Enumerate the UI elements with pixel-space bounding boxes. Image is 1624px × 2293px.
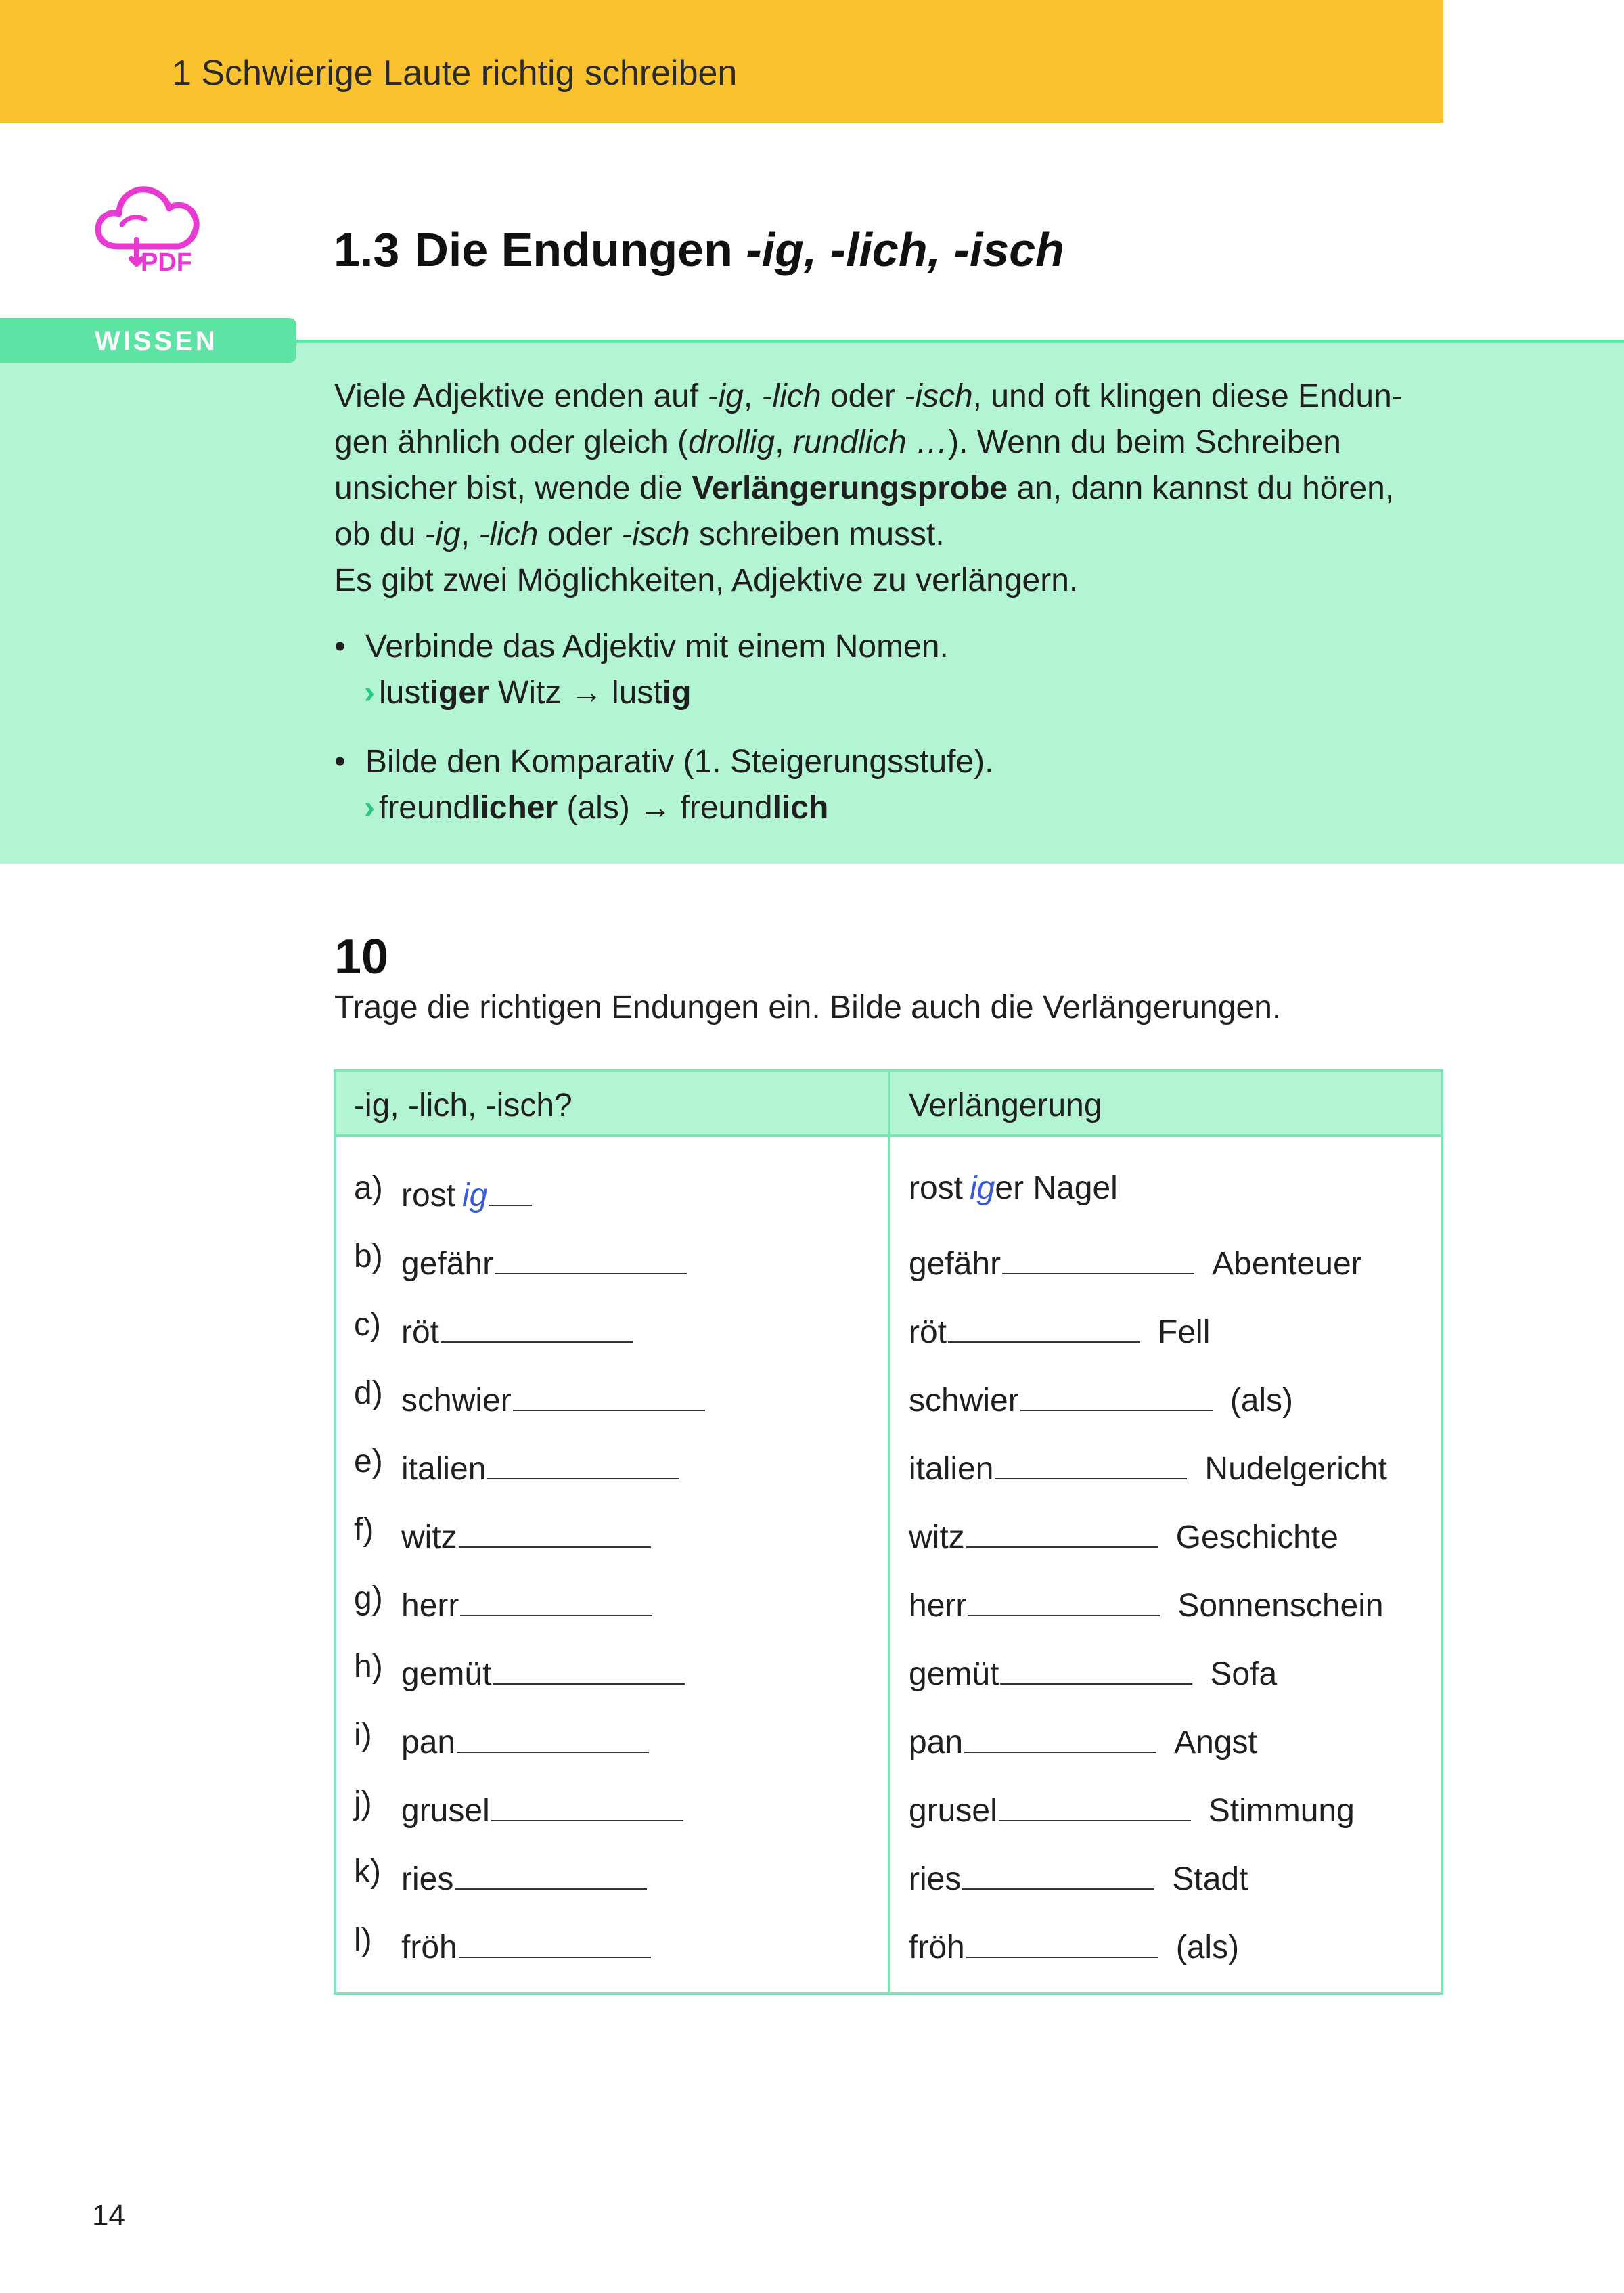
text-run: ). Wenn du beim Schreiben [948,424,1341,460]
arrow-right-icon: → [639,790,672,826]
answer-blank[interactable] [491,1787,683,1821]
key-term: Verlängerungsprobe [692,470,1008,506]
answer-blank[interactable] [513,1377,705,1411]
section-title-endings: -ig, -lich, -isch [746,223,1064,276]
word-stem: ries [401,1861,454,1897]
extension-cell [909,1172,1118,1205]
page-number: 14 [92,2199,125,2232]
extension-noun: Geschichte [1175,1519,1338,1555]
cloud-pdf-icon[interactable] [92,177,206,279]
answer-blank[interactable] [460,1582,652,1616]
chevron-right-icon: › [364,790,375,826]
word-stem: witz [401,1519,457,1555]
extension-tail: er Nagel [995,1170,1118,1206]
extension-cell [909,1446,1387,1486]
word-cell [401,1924,651,1964]
answer-blank[interactable] [495,1241,687,1274]
answer-underline [489,1172,532,1206]
word-stem: gemüt [401,1656,492,1692]
extension-cell [909,1241,1362,1281]
text-run: , [775,424,793,460]
wissen-bullet-1 [334,624,949,670]
extension-cell [909,1856,1248,1896]
row-label: l) [354,1922,372,1958]
word-stem: herr [401,1588,459,1624]
bullet-text: Verbinde das Adjektiv mit einem Nomen. [365,629,949,665]
word-stem: italien [401,1451,487,1487]
chapter-title: 1 Schwierige Laute richtig schreiben [172,53,738,93]
word-cell [401,1377,705,1417]
bullet-dot: • [334,744,346,780]
example-word: drollig [688,424,775,460]
answer-blank[interactable] [455,1856,647,1890]
row-label: f) [354,1512,374,1548]
extension-noun: Fell [1158,1314,1211,1350]
ending-isch: -isch [904,378,973,414]
table-row [336,1372,1441,1419]
extension-cell [909,1514,1338,1554]
extension-noun: Abenteuer [1212,1246,1362,1282]
text-run: , und oft klingen diese Endun- [972,378,1403,414]
wissen-example-2 [364,785,828,831]
filled-answer[interactable]: ig [462,1178,488,1214]
word-stem: rost [909,1170,964,1206]
wissen-line-3 [334,466,1451,512]
table-row [336,1440,1441,1488]
text-run: gen ähnlich oder gleich ( [334,424,689,460]
word-stem: rost [401,1178,456,1214]
table-row [336,1235,1441,1283]
table-row [336,1919,1441,1966]
word-stem: röt [401,1314,440,1350]
extension-noun: Stadt [1172,1861,1248,1897]
table-row [336,1850,1441,1898]
word-stem: gefähr [909,1246,1001,1282]
word-cell [401,1719,649,1759]
word-stem: grusel [909,1793,997,1829]
example-word: rundlich … [792,424,949,460]
extension-noun: Angst [1174,1724,1257,1760]
row-label: c) [354,1307,381,1343]
answer-blank[interactable] [1020,1377,1213,1411]
answer-blank[interactable] [964,1719,1156,1753]
answer-blank[interactable] [493,1651,685,1685]
wissen-label: WISSEN [95,326,218,356]
text-run: freund [671,790,773,826]
arrow-right-icon: → [570,675,603,711]
word-stem: italien [909,1451,994,1487]
word-cell [401,1172,532,1212]
extension-noun: Sofa [1210,1656,1278,1692]
extension-noun: Stimmung [1208,1793,1355,1829]
wissen-bullet-2 [334,739,994,785]
word-stem: grusel [401,1793,490,1829]
pdf-icon-label: PDF [141,248,192,277]
text-run: unsicher bist, wende die [334,470,692,506]
word-cell [401,1582,652,1622]
word-stem: pan [909,1724,964,1760]
table-row [336,1304,1441,1351]
row-label: e) [354,1444,383,1479]
extension-noun: Sonnenschein [1177,1588,1384,1624]
answer-blank[interactable] [948,1309,1140,1343]
answer-blank[interactable] [999,1787,1191,1821]
exercise-table [334,1069,1443,1995]
table-row [336,1645,1441,1693]
word-cell [401,1446,679,1486]
row-label: j) [354,1785,372,1821]
word-stem: herr [909,1588,967,1624]
word-stem: fröh [909,1930,965,1965]
ending-ig: -ig [707,378,744,414]
answer-blank[interactable] [1002,1241,1194,1274]
text-run: (als) [558,790,639,826]
row-label: i) [354,1717,372,1753]
row-label: h) [354,1649,383,1685]
text-run: ob du [334,516,425,552]
ending-ig: -ig [424,516,461,552]
answer-blank[interactable] [995,1446,1187,1479]
ending-bold: ig [662,675,692,711]
word-stem: gemüt [909,1656,999,1692]
wissen-line-1 [334,374,1451,420]
text-run: Viele Adjektive enden auf [334,378,708,414]
section-number: 1.3 [334,223,400,276]
answer-blank[interactable] [457,1719,649,1753]
row-label: g) [354,1580,383,1616]
extension-cell [909,1582,1384,1622]
chevron-right-icon: › [364,675,375,711]
answer-blank[interactable] [1000,1651,1192,1685]
text-run: freund [378,790,472,826]
extension-cell [909,1651,1277,1691]
word-stem: schwier [909,1383,1019,1419]
ending-bold: licher [471,790,558,826]
text-run: an, dann kannst du hören, [1008,470,1395,506]
extension-cell [909,1924,1239,1964]
wissen-line-4 [334,512,1451,558]
ending-lich: -lich [761,378,821,414]
extension-noun: (als) [1230,1383,1294,1419]
row-label: k) [354,1854,381,1890]
answer-blank[interactable] [441,1309,633,1343]
word-stem: schwier [401,1383,512,1419]
table-row [336,1577,1441,1624]
answer-blank[interactable] [459,1924,651,1958]
answer-blank[interactable] [487,1446,679,1479]
extension-cell [909,1309,1210,1349]
section-title-text: Die Endungen [414,223,746,276]
table-row [336,1782,1441,1829]
filled-answer[interactable]: ig [970,1170,995,1206]
word-cell [401,1787,683,1827]
text-run: lust [602,675,662,711]
answer-blank[interactable] [966,1514,1158,1548]
ending-bold: iger [429,675,489,711]
answer-blank[interactable] [968,1582,1160,1616]
table-row [336,1714,1441,1761]
ending-bold: lich [772,790,829,826]
answer-blank[interactable] [966,1924,1158,1958]
task-number: 10 [334,930,389,984]
answer-blank[interactable] [962,1856,1154,1890]
row-label: d) [354,1375,383,1411]
wissen-example-1 [364,670,691,716]
extension-noun: Nudelgericht [1204,1451,1387,1487]
word-cell [401,1241,687,1281]
word-cell [401,1309,633,1349]
wissen-line-2 [334,420,1451,466]
row-label: a) [354,1170,383,1206]
answer-blank[interactable] [459,1514,651,1548]
word-stem: pan [401,1724,456,1760]
extension-cell [909,1377,1293,1417]
text-run: lust [378,675,430,711]
extension-noun: (als) [1175,1930,1240,1965]
bullet-dot: • [334,629,346,665]
column-header-extension: Verlängerung [909,1088,1102,1123]
word-stem: fröh [401,1930,457,1965]
column-header-endings: -ig, -lich, -isch? [354,1088,572,1123]
wissen-line-5: Es gibt zwei Möglichkeiten, Adjektive zu verlängern. [334,562,1079,598]
text-run: , [460,516,479,552]
word-cell [401,1514,651,1554]
table-row [336,1167,1441,1214]
word-stem: röt [909,1314,947,1350]
word-stem: witz [909,1519,965,1555]
section-title [334,223,1064,276]
table-row [336,1509,1441,1556]
ending-isch: -isch [621,516,690,552]
word-stem: ries [909,1861,962,1897]
word-stem: gefähr [401,1246,494,1282]
extension-cell [909,1787,1355,1827]
row-label: b) [354,1239,383,1274]
text-run: oder [538,516,622,552]
wissen-intro [334,374,1451,604]
text-run: , [743,378,762,414]
text-run: Witz [489,675,570,711]
word-cell [401,1856,647,1896]
task-instruction: Trage die richtigen Endungen ein. Bilde auch die Verlängerungen. [334,989,1282,1025]
bullet-text: Bilde den Komparativ (1. Steigerungsstufe). [365,744,994,780]
text-run: oder [821,378,905,414]
text-run: schreiben musst. [690,516,945,552]
ending-lich: -lich [478,516,539,552]
extension-cell [909,1719,1257,1759]
word-cell [401,1651,685,1691]
